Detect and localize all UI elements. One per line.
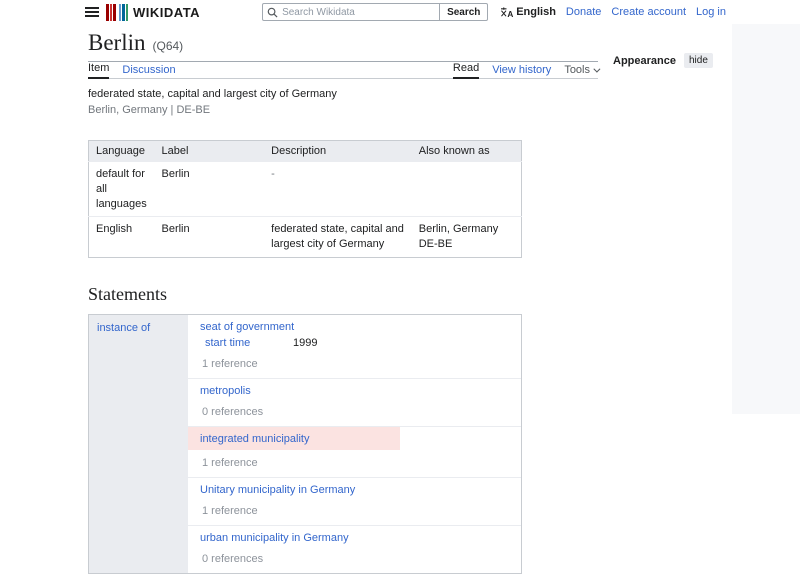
title-row (88, 30, 598, 62)
table-row (89, 217, 522, 258)
cell-description: - (264, 161, 412, 217)
entity-description: federated state, capital and largest city of Germany (88, 88, 337, 100)
hamburger-menu-icon[interactable] (85, 4, 99, 19)
language-icon (500, 7, 513, 18)
entity-aliases: Berlin, Germany | DE-BE (88, 103, 211, 116)
statement-group-instance-of (88, 314, 522, 574)
references-toggle[interactable]: 0 references (202, 553, 264, 566)
search-box (262, 3, 440, 21)
language-label: English (516, 6, 556, 18)
tab-tools[interactable]: Tools (564, 64, 598, 79)
cell-description: federated state, capital and largest city of Germany (264, 217, 412, 258)
tab-bar (88, 62, 598, 79)
references-toggle[interactable]: 1 reference (202, 358, 258, 371)
term-table-header-row (89, 140, 522, 161)
column-header-also-known-as: Also known as (412, 140, 522, 161)
statement (188, 526, 521, 573)
qualifier-value: 1999 (293, 337, 318, 350)
wikidata-wordmark: WIKIDATA (133, 4, 201, 20)
claims-column (188, 315, 521, 573)
create-account-link[interactable]: Create account (611, 6, 687, 18)
property-column (89, 315, 188, 573)
cell-also-known-as: Berlin, Germany DE-BE (412, 217, 522, 258)
statements-heading: Statements (88, 284, 167, 305)
tab-item[interactable]: Item (88, 62, 109, 79)
statement-value-link[interactable]: seat of government (200, 321, 295, 334)
donate-link[interactable]: Donate (565, 6, 602, 18)
appearance-hide-button[interactable]: hide (684, 53, 713, 68)
search-icon (267, 7, 278, 18)
entity-id: (Q64) (152, 39, 184, 53)
table-row (89, 161, 522, 217)
tab-view-history[interactable]: View history (492, 64, 552, 76)
search-input[interactable] (282, 7, 435, 18)
appearance-heading: Appearance (613, 54, 676, 67)
references-toggle[interactable]: 1 reference (202, 505, 258, 518)
page-title: Berlin (88, 30, 146, 55)
main-content (88, 30, 598, 574)
statement (188, 427, 521, 478)
references-toggle[interactable]: 0 references (202, 406, 264, 419)
wikidata-logo[interactable] (106, 4, 200, 21)
term-table (88, 140, 522, 258)
language-selector[interactable] (500, 6, 556, 18)
statement (188, 379, 521, 427)
chevron-down-icon (593, 66, 600, 73)
column-header-description: Description (264, 140, 412, 161)
statement-value-link[interactable]: Unitary municipality in Germany (200, 484, 356, 497)
appearance-panel-background (732, 0, 800, 414)
references-toggle[interactable]: 1 reference (202, 457, 258, 470)
cell-language: default for all languages (89, 161, 155, 217)
cell-language: English (89, 217, 155, 258)
statement (188, 478, 521, 526)
statement-qualifier (188, 335, 521, 351)
statement-value-link[interactable]: urban municipality in Germany (200, 532, 349, 545)
qualifier-property-link[interactable]: start time (205, 337, 251, 350)
wikidata-logo-bars-icon (106, 4, 128, 21)
svg-text:A: A (507, 9, 514, 19)
top-header (0, 0, 800, 24)
statement (188, 315, 521, 379)
cell-label: Berlin (154, 161, 264, 217)
column-header-label: Label (154, 140, 264, 161)
statement-value-link[interactable]: integrated municipality (200, 433, 310, 446)
tab-read[interactable]: Read (453, 62, 479, 79)
search-button[interactable]: Search (440, 3, 488, 21)
column-header-language: Language (89, 140, 155, 161)
statement-value-link[interactable]: metropolis (200, 385, 251, 398)
cell-label: Berlin (154, 217, 264, 258)
login-link[interactable]: Log in (696, 6, 726, 18)
cell-also-known-as (412, 161, 522, 217)
tab-discussion[interactable]: Discussion (122, 64, 176, 76)
property-link-instance-of[interactable]: instance of (97, 322, 151, 335)
